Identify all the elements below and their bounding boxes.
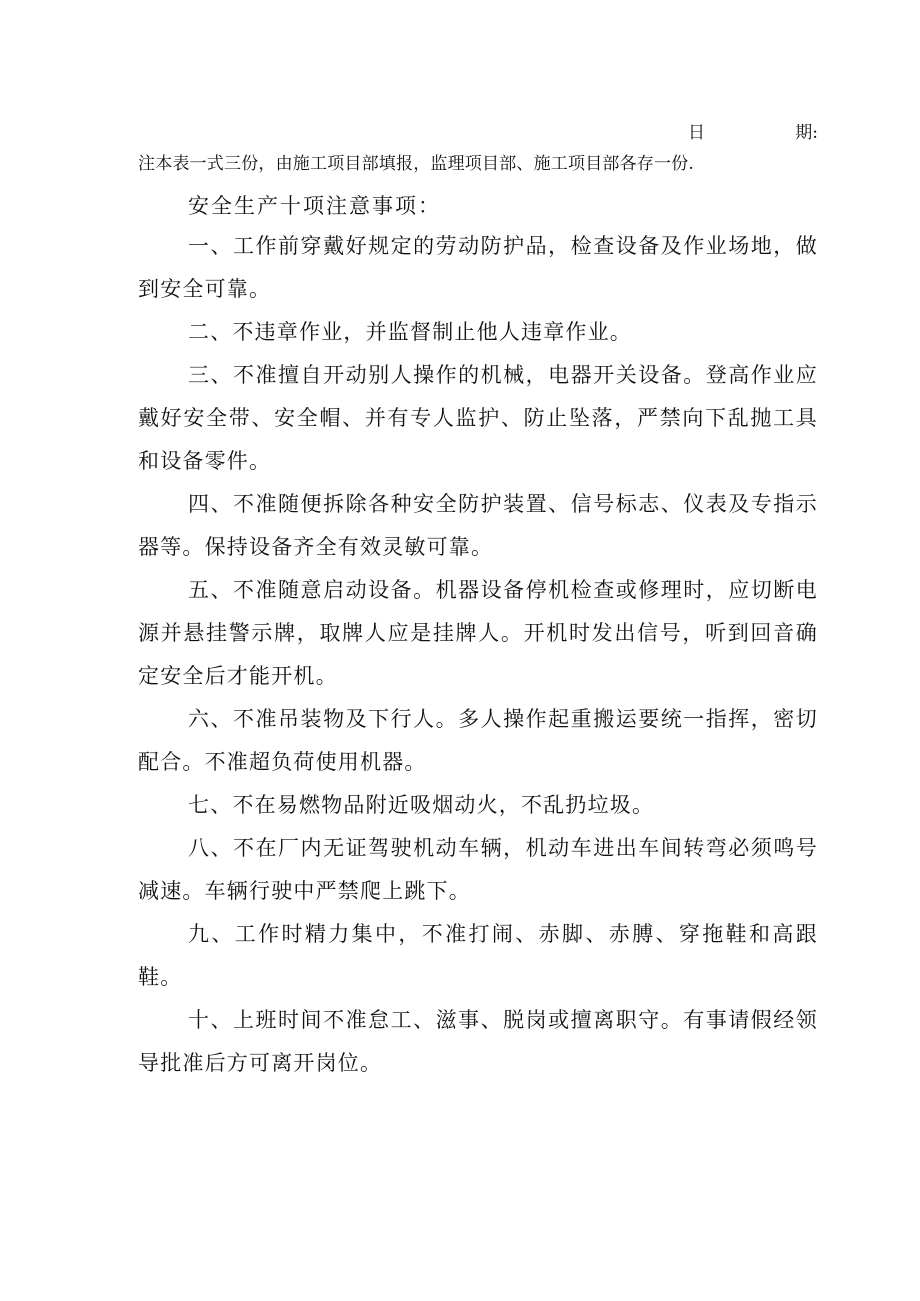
rule-item-4: 四、不准随便拆除各种安全防护装置、信号标志、仪表及专指示器等。保持设备齐全有效灵敏可靠。: [138, 492, 818, 559]
rule-item-1: 一、工作前穿戴好规定的劳动防护品，检查设备及作业场地，做到安全可靠。: [138, 234, 818, 301]
date-label-right: 期:: [795, 123, 818, 143]
rule-item-10: 十、上班时间不准怠工、滋事、脱岗或擅离职守。有事请假经领导批准后方可离开岗位。: [138, 1008, 818, 1075]
rule-item-6: 六、不准吊装物及下行人。多人操作起重搬运要统一指挥，密切配合。不准超负荷使用机器。: [138, 707, 818, 774]
rule-item-2: 二、不违章作业，并监督制止他人违章作业。: [188, 320, 632, 344]
date-field: [688, 118, 818, 143]
rule-item-9: 九、工作时精力集中，不准打闹、赤脚、赤膊、穿拖鞋和高跟鞋。: [138, 922, 818, 989]
rules-list: [138, 225, 818, 1085]
section-heading: 安全生产十项注意事项：: [188, 194, 441, 218]
rule-item-5: 五、不准随意启动设备。机器设备停机检查或修理时，应切断电源并悬挂警示牌，取牌人应是挂牌人。开机时发出信号，听到回音确定安全后才能开机。: [138, 578, 818, 688]
date-label-left: 日: [688, 123, 705, 143]
form-note: 注本表一式三份，由施工项目部填报，监理项目部、施工项目部各存一份.: [138, 154, 695, 174]
rule-item-3: 三、不准擅自开动别人操作的机械，电器开关设备。登高作业应戴好安全带、安全帽、并有专人监护、防止坠落，严禁向下乱抛工具和设备零件。: [138, 363, 818, 473]
rule-item-8: 八、不在厂内无证驾驶机动车辆，机动车进出车间转弯必须鸣号减速。车辆行驶中严禁爬上跳下。: [138, 836, 818, 903]
rule-item-7: 七、不在易燃物品附近吸烟动火，不乱扔垃圾。: [188, 793, 655, 817]
